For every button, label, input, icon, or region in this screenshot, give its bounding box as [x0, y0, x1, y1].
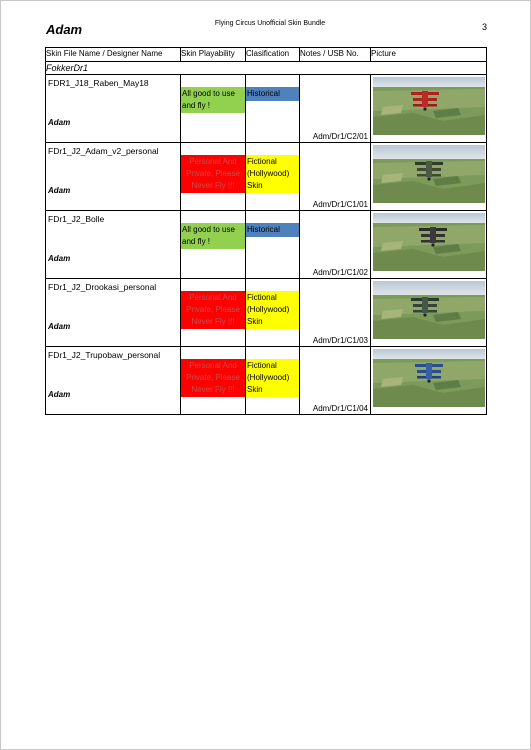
- designer-name: Adam: [48, 186, 71, 195]
- skin-table: [45, 47, 487, 415]
- playability-cell: [181, 75, 246, 143]
- page-number: 3: [482, 22, 488, 32]
- table-header-row: [46, 48, 487, 62]
- classification-badge: Fictional (Hollywood) Skin: [246, 155, 299, 193]
- playability-badge: Personal And Private, Please Never Fly !!!: [181, 359, 245, 397]
- picture-cell: [371, 75, 487, 143]
- table-row: [46, 143, 487, 211]
- designer-name: Adam: [48, 322, 71, 331]
- notes-cell: [300, 279, 371, 347]
- usb-number: Adm/Dr1/C1/01: [312, 200, 368, 209]
- notes-cell: [300, 347, 371, 415]
- skin-file-name: FDr1_J2_Trupobaw_personal: [48, 350, 161, 360]
- skin-file-name: FDR1_J18_Raben_May18: [48, 78, 149, 88]
- classification-cell: [246, 347, 300, 415]
- classification-badge: Fictional (Hollywood) Skin: [246, 359, 299, 397]
- classification-badge: Historical: [246, 223, 299, 237]
- header-skin-playability: Skin Playability: [181, 48, 246, 62]
- playability-cell: [181, 347, 246, 415]
- playability-cell: [181, 279, 246, 347]
- table-row: [46, 75, 487, 143]
- usb-number: Adm/Dr1/C2/01: [312, 132, 368, 141]
- playability-badge: Personal And Private, Please Never Fly !!!: [181, 291, 245, 329]
- notes-cell: [300, 143, 371, 211]
- skin-picture: [373, 349, 485, 407]
- header-notes-usb: Notes / USB No.: [300, 48, 371, 62]
- skin-name-cell: [46, 75, 181, 143]
- skin-file-name: FDr1_J2_Bolle: [48, 214, 105, 224]
- playability-cell: [181, 211, 246, 279]
- notes-cell: [300, 211, 371, 279]
- skin-picture: [373, 145, 485, 203]
- classification-badge: Historical: [246, 87, 299, 101]
- aircraft-name: FokkerDr1: [46, 62, 487, 75]
- picture-cell: [371, 211, 487, 279]
- classification-cell: [246, 75, 300, 143]
- skin-file-name: FDr1_J2_Drookasi_personal: [48, 282, 157, 292]
- skin-name-cell: [46, 279, 181, 347]
- playability-badge: All good to use and fly !: [181, 87, 245, 113]
- table-row: [46, 279, 487, 347]
- header-picture: Picture: [371, 48, 487, 62]
- skin-file-name: FDr1_J2_Adam_v2_personal: [48, 146, 159, 156]
- picture-cell: [371, 279, 487, 347]
- playability-badge: All good to use and fly !: [181, 223, 245, 249]
- picture-cell: [371, 143, 487, 211]
- designer-title: Adam: [46, 22, 83, 37]
- skin-name-cell: [46, 143, 181, 211]
- skin-name-cell: [46, 347, 181, 415]
- usb-number: Adm/Dr1/C1/04: [312, 404, 368, 413]
- classification-cell: [246, 143, 300, 211]
- classification-cell: [246, 279, 300, 347]
- table-row: [46, 211, 487, 279]
- usb-number: Adm/Dr1/C1/02: [312, 268, 368, 277]
- aircraft-row: [46, 62, 487, 75]
- classification-badge: Fictional (Hollywood) Skin: [246, 291, 299, 329]
- classification-cell: [246, 211, 300, 279]
- table-row: [46, 347, 487, 415]
- skin-picture: [373, 213, 485, 271]
- header-classification: Clasification: [246, 48, 300, 62]
- playability-badge: Personal And Private, Please Never Fly !!!: [181, 155, 245, 193]
- skin-picture: [373, 281, 485, 339]
- skin-name-cell: [46, 211, 181, 279]
- bundle-title: Flying Circus Unofficial Skin Bundle: [214, 20, 326, 27]
- playability-cell: [181, 143, 246, 211]
- designer-name: Adam: [48, 254, 71, 263]
- notes-cell: [300, 75, 371, 143]
- picture-cell: [371, 347, 487, 415]
- skin-picture: [373, 77, 485, 135]
- usb-number: Adm/Dr1/C1/03: [312, 336, 368, 345]
- designer-name: Adam: [48, 118, 71, 127]
- designer-name: Adam: [48, 390, 71, 399]
- header-skin-file-name: Skin File Name / Designer Name: [46, 48, 181, 62]
